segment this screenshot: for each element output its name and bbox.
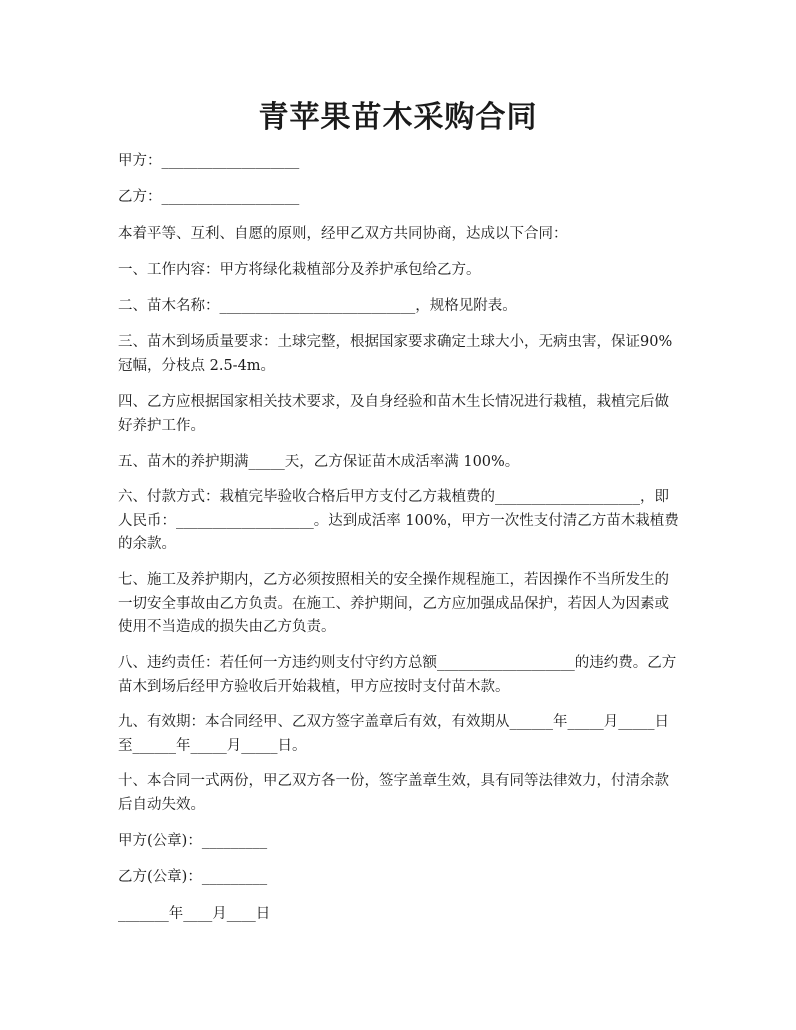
party-b-seal-line: 乙方(公章)：_________: [118, 869, 268, 885]
clause-3-paragraph: 三、苗木到场质量要求：土球完整，根据国家要求确定土球大小，无病虫害，保证90%冠幅，分枝点 2.5-4m。: [118, 334, 673, 374]
signing-date-line: _______年____月____日: [118, 906, 271, 922]
clause-10-paragraph: 十、本合同一式两份，甲乙双方各一份，签字盖章生效，具有同等法律效力，付清余款后自动失效。: [118, 773, 669, 813]
clause-2-paragraph: 二、苗木名称：___________________________，规格见附表。: [118, 298, 517, 314]
clause-5-paragraph: 五、苗木的养护期满_____天，乙方保证苗木成活率满 100%。: [118, 454, 520, 470]
party-b-line: 乙方：___________________: [118, 189, 300, 205]
party-a-seal-line: 甲方(公章)：_________: [118, 833, 268, 849]
document-title: 青苹果苗木采购合同: [258, 100, 538, 135]
clause-1-paragraph: 一、工作内容：甲方将绿化栽植部分及养护承包给乙方。: [118, 262, 481, 278]
party-a-line: 甲方：___________________: [118, 153, 300, 169]
clause-9-paragraph: 九、有效期：本合同经甲、乙双方签字盖章后有效，有效期从______年_____月_____日至______年_____月_____日。: [118, 714, 669, 754]
clause-7-paragraph: 七、施工及养护期内，乙方必须按照相关的安全操作规程施工，若因操作不当所发生的一切安全事故由乙方负责。在施工、养护期间，乙方应加强成品保护，若因人为因素或使用不当造成的损失由乙方负责。: [118, 572, 669, 635]
clause-8-paragraph: 八、违约责任：若任何一方违约则支付守约方总额___________________的违约费。乙方苗木到场后经甲方验收后开始栽植，甲方应按时支付苗木款。: [118, 655, 677, 695]
preamble-paragraph: 本着平等、互利、自愿的原则，经甲乙双方共同协商，达成以下合同：: [118, 226, 568, 242]
clause-4-paragraph: 四、乙方应根据国家相关技术要求，及自身经验和苗木生长情况进行栽植，栽植完后做好养护工作。: [118, 394, 669, 434]
clause-6-paragraph: 六、付款方式：栽植完毕验收合格后甲方支付乙方栽植费的____________________，即人民币：___________________。达到成活率 100%，甲方一次性支付清乙方苗木栽植费的余款。: [118, 489, 679, 552]
